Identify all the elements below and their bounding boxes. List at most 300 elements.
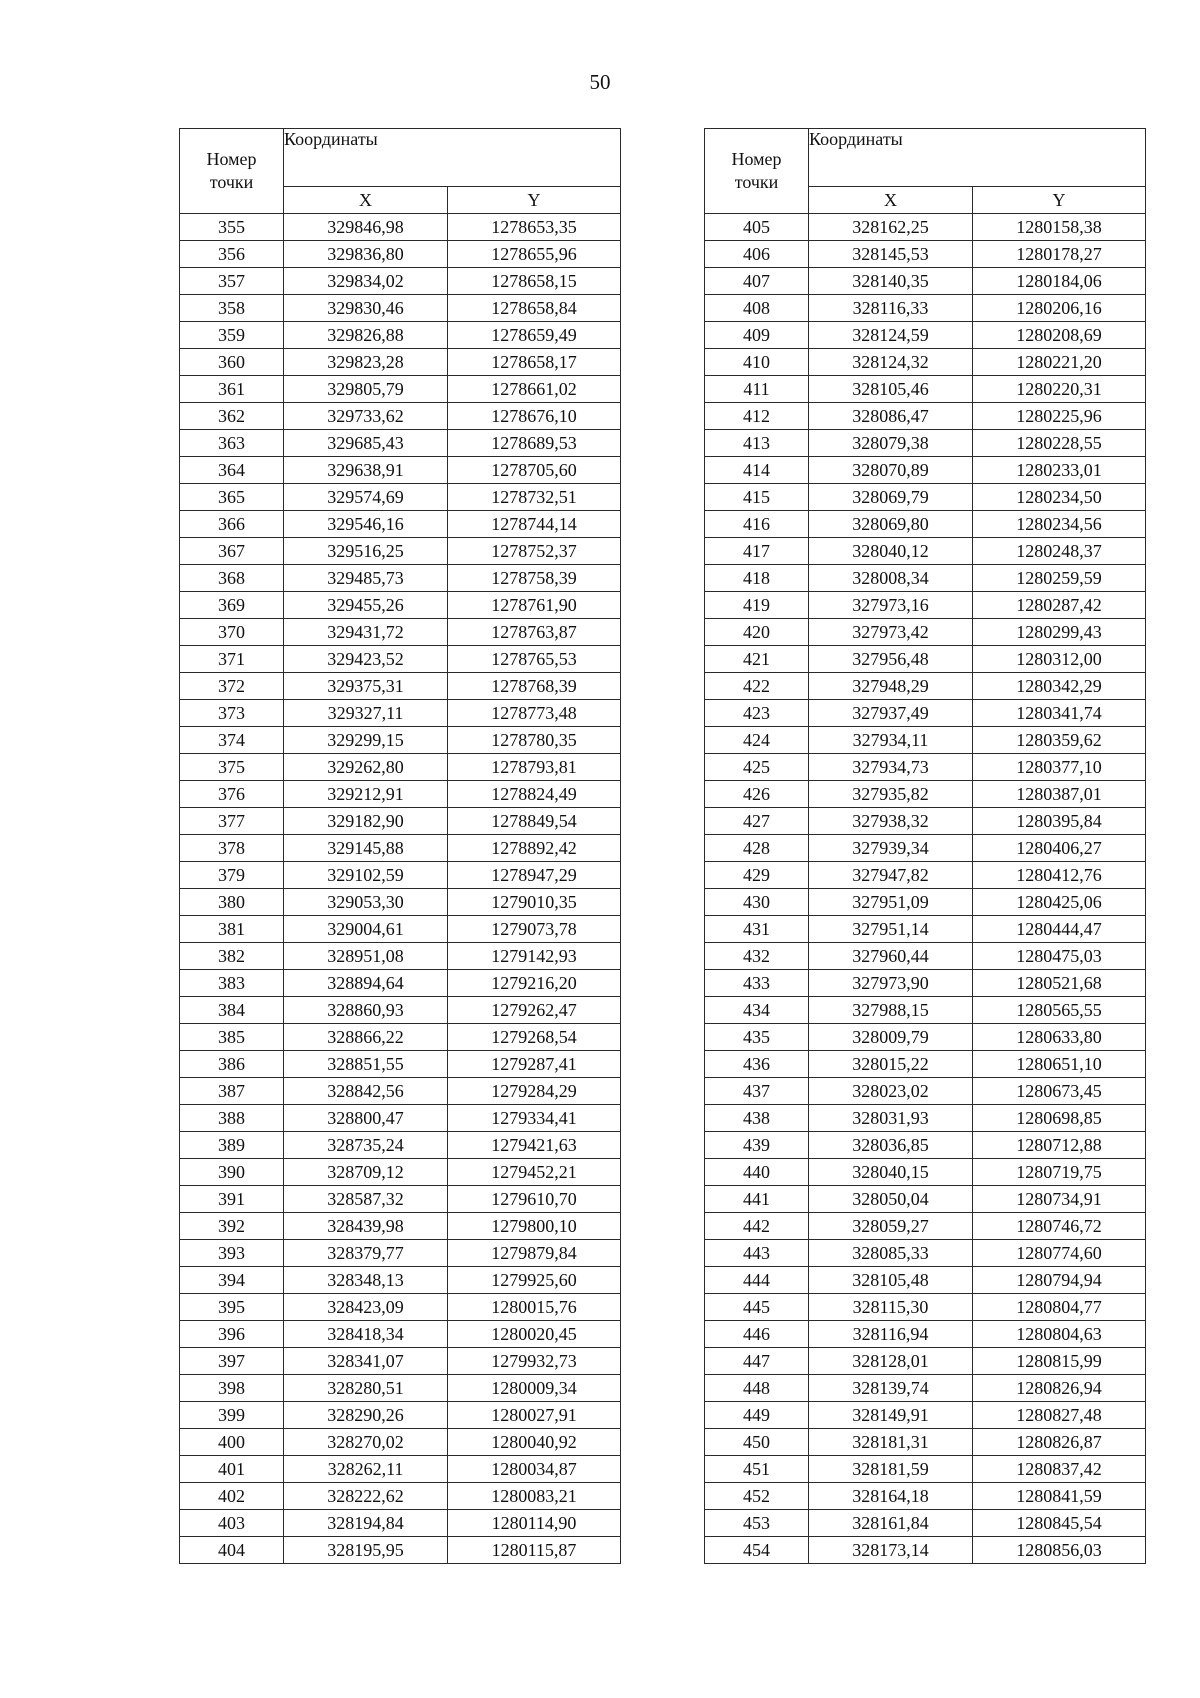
y-coordinate-cell: 1280826,94 — [973, 1375, 1146, 1402]
y-coordinate-cell: 1280856,03 — [973, 1537, 1146, 1564]
x-coordinate-cell: 329375,31 — [284, 673, 448, 700]
y-coordinate-cell: 1280804,77 — [973, 1294, 1146, 1321]
point-number-cell: 405 — [705, 214, 809, 241]
point-number-cell: 358 — [180, 295, 284, 322]
table-row — [705, 376, 1146, 403]
y-coordinate-cell: 1280377,10 — [973, 754, 1146, 781]
x-coordinate-cell: 329826,88 — [284, 322, 448, 349]
table-row — [705, 862, 1146, 889]
table-row — [180, 538, 621, 565]
y-coordinate-cell: 1278705,60 — [448, 457, 621, 484]
point-number-cell: 406 — [705, 241, 809, 268]
table-row — [180, 916, 621, 943]
table-row — [180, 646, 621, 673]
x-coordinate-cell: 328140,35 — [809, 268, 973, 295]
y-coordinate-cell: 1279010,35 — [448, 889, 621, 916]
coordinates-header: Координаты — [284, 129, 621, 187]
y-coordinate-cell: 1280259,59 — [973, 565, 1146, 592]
point-number-cell: 444 — [705, 1267, 809, 1294]
table-row — [705, 808, 1146, 835]
table-row — [180, 1402, 621, 1429]
point-number-cell: 382 — [180, 943, 284, 970]
y-coordinate-cell: 1280233,01 — [973, 457, 1146, 484]
y-coordinate-cell: 1280395,84 — [973, 808, 1146, 835]
table-row — [705, 592, 1146, 619]
table-row — [705, 1051, 1146, 1078]
table-row — [180, 1051, 621, 1078]
y-coordinate-cell: 1280746,72 — [973, 1213, 1146, 1240]
point-number-cell: 376 — [180, 781, 284, 808]
y-coordinate-cell: 1280804,63 — [973, 1321, 1146, 1348]
x-coordinate-cell: 328894,64 — [284, 970, 448, 997]
table-row — [705, 619, 1146, 646]
y-coordinate-cell: 1278849,54 — [448, 808, 621, 835]
point-number-cell: 398 — [180, 1375, 284, 1402]
x-coordinate-cell: 328124,59 — [809, 322, 973, 349]
point-number-cell: 372 — [180, 673, 284, 700]
x-coordinate-cell: 327951,09 — [809, 889, 973, 916]
table-row — [705, 1132, 1146, 1159]
table-row — [705, 727, 1146, 754]
x-coordinate-cell: 328070,89 — [809, 457, 973, 484]
x-coordinate-cell: 329485,73 — [284, 565, 448, 592]
table-row — [180, 700, 621, 727]
x-coordinate-cell: 329805,79 — [284, 376, 448, 403]
table-row — [705, 1321, 1146, 1348]
x-coordinate-cell: 329004,61 — [284, 916, 448, 943]
table-row — [705, 268, 1146, 295]
x-coordinate-cell: 328059,27 — [809, 1213, 973, 1240]
x-coordinate-cell: 329830,46 — [284, 295, 448, 322]
table-row — [180, 1024, 621, 1051]
y-coordinate-cell: 1280114,90 — [448, 1510, 621, 1537]
x-coordinate-cell: 328116,33 — [809, 295, 973, 322]
x-coordinate-cell: 327934,11 — [809, 727, 973, 754]
y-coordinate-cell: 1280034,87 — [448, 1456, 621, 1483]
y-coordinate-cell: 1279073,78 — [448, 916, 621, 943]
point-header-line2: точки — [209, 172, 254, 192]
point-number-cell: 355 — [180, 214, 284, 241]
y-coordinate-cell: 1280341,74 — [973, 700, 1146, 727]
x-coordinate-cell: 327951,14 — [809, 916, 973, 943]
y-coordinate-cell: 1280827,48 — [973, 1402, 1146, 1429]
table-row — [180, 1483, 621, 1510]
x-coordinate-cell: 328124,32 — [809, 349, 973, 376]
point-number-cell: 415 — [705, 484, 809, 511]
point-number-cell: 452 — [705, 1483, 809, 1510]
x-coordinate-cell: 329846,98 — [284, 214, 448, 241]
x-coordinate-cell: 329516,25 — [284, 538, 448, 565]
point-header-line2: точки — [734, 172, 779, 192]
point-number-cell: 416 — [705, 511, 809, 538]
y-coordinate-cell: 1280115,87 — [448, 1537, 621, 1564]
y-coordinate-cell: 1280565,55 — [973, 997, 1146, 1024]
y-coordinate-cell: 1279610,70 — [448, 1186, 621, 1213]
table-row — [705, 970, 1146, 997]
point-number-cell: 448 — [705, 1375, 809, 1402]
table-row — [180, 1186, 621, 1213]
point-number-cell: 436 — [705, 1051, 809, 1078]
table-row — [180, 484, 621, 511]
x-coordinate-cell: 328105,48 — [809, 1267, 973, 1294]
y-coordinate-cell: 1279216,20 — [448, 970, 621, 997]
point-number-cell: 426 — [705, 781, 809, 808]
point-number-cell: 402 — [180, 1483, 284, 1510]
point-number-cell: 437 — [705, 1078, 809, 1105]
table-row — [705, 1240, 1146, 1267]
point-number-cell: 381 — [180, 916, 284, 943]
point-number-header — [180, 129, 284, 214]
table-row — [705, 1294, 1146, 1321]
table-row — [180, 1159, 621, 1186]
table-row — [180, 619, 621, 646]
y-coordinate-cell: 1278732,51 — [448, 484, 621, 511]
table-row — [180, 268, 621, 295]
y-coordinate-cell: 1280794,94 — [973, 1267, 1146, 1294]
point-number-cell: 451 — [705, 1456, 809, 1483]
y-coordinate-cell: 1279142,93 — [448, 943, 621, 970]
y-column-header: Y — [973, 186, 1146, 213]
y-coordinate-cell: 1280312,00 — [973, 646, 1146, 673]
y-coordinate-cell: 1278765,53 — [448, 646, 621, 673]
table-row — [705, 646, 1146, 673]
y-coordinate-cell: 1280027,91 — [448, 1402, 621, 1429]
x-coordinate-cell: 329455,26 — [284, 592, 448, 619]
point-number-cell: 397 — [180, 1348, 284, 1375]
table-row — [180, 727, 621, 754]
y-coordinate-cell: 1278824,49 — [448, 781, 621, 808]
x-coordinate-cell: 327939,34 — [809, 835, 973, 862]
x-coordinate-cell: 328008,34 — [809, 565, 973, 592]
y-coordinate-cell: 1278793,81 — [448, 754, 621, 781]
x-coordinate-cell: 327938,32 — [809, 808, 973, 835]
x-coordinate-cell: 328036,85 — [809, 1132, 973, 1159]
point-number-cell: 401 — [180, 1456, 284, 1483]
x-coordinate-cell: 327934,73 — [809, 754, 973, 781]
x-coordinate-cell: 328195,95 — [284, 1537, 448, 1564]
table-row — [180, 943, 621, 970]
point-number-cell: 367 — [180, 538, 284, 565]
x-coordinate-cell: 329574,69 — [284, 484, 448, 511]
y-coordinate-cell: 1278658,15 — [448, 268, 621, 295]
x-coordinate-cell: 328851,55 — [284, 1051, 448, 1078]
y-coordinate-cell: 1278689,53 — [448, 430, 621, 457]
point-number-cell: 371 — [180, 646, 284, 673]
table-row — [180, 565, 621, 592]
point-number-cell: 431 — [705, 916, 809, 943]
y-coordinate-cell: 1280208,69 — [973, 322, 1146, 349]
table-row — [705, 781, 1146, 808]
table-row — [705, 538, 1146, 565]
table-body — [705, 214, 1146, 1564]
point-number-cell: 369 — [180, 592, 284, 619]
y-coordinate-cell: 1280633,80 — [973, 1024, 1146, 1051]
table-row — [180, 1078, 621, 1105]
y-coordinate-cell: 1278892,42 — [448, 835, 621, 862]
x-coordinate-cell: 329834,02 — [284, 268, 448, 295]
y-coordinate-cell: 1279268,54 — [448, 1024, 621, 1051]
point-number-cell: 378 — [180, 835, 284, 862]
point-number-cell: 454 — [705, 1537, 809, 1564]
point-number-cell: 433 — [705, 970, 809, 997]
y-coordinate-cell: 1278744,14 — [448, 511, 621, 538]
y-coordinate-cell: 1280734,91 — [973, 1186, 1146, 1213]
coordinates-table-left — [179, 128, 621, 1564]
table-row — [705, 1402, 1146, 1429]
page-number: 50 — [589, 70, 611, 94]
x-coordinate-cell: 329327,11 — [284, 700, 448, 727]
x-coordinate-cell: 329423,52 — [284, 646, 448, 673]
table-row — [180, 241, 621, 268]
x-coordinate-cell: 327956,48 — [809, 646, 973, 673]
y-coordinate-cell: 1278761,90 — [448, 592, 621, 619]
table-row — [705, 700, 1146, 727]
x-coordinate-cell: 327947,82 — [809, 862, 973, 889]
point-number-cell: 423 — [705, 700, 809, 727]
point-number-cell: 389 — [180, 1132, 284, 1159]
table-row — [180, 781, 621, 808]
y-coordinate-cell: 1278773,48 — [448, 700, 621, 727]
point-number-cell: 407 — [705, 268, 809, 295]
y-coordinate-cell: 1278655,96 — [448, 241, 621, 268]
x-coordinate-cell: 328040,15 — [809, 1159, 973, 1186]
table-row — [705, 565, 1146, 592]
point-number-cell: 366 — [180, 511, 284, 538]
y-coordinate-cell: 1279421,63 — [448, 1132, 621, 1159]
y-coordinate-cell: 1278763,87 — [448, 619, 621, 646]
point-header-line1: Номер — [206, 149, 257, 169]
table-row — [180, 835, 621, 862]
point-number-cell: 410 — [705, 349, 809, 376]
point-number-cell: 368 — [180, 565, 284, 592]
y-coordinate-cell: 1278758,39 — [448, 565, 621, 592]
table-row — [705, 1348, 1146, 1375]
table-row — [705, 1213, 1146, 1240]
y-coordinate-cell: 1280158,38 — [973, 214, 1146, 241]
x-coordinate-cell: 328145,53 — [809, 241, 973, 268]
point-number-cell: 409 — [705, 322, 809, 349]
coordinates-header: Координаты — [809, 129, 1146, 187]
table-row — [180, 862, 621, 889]
table-row — [705, 1375, 1146, 1402]
x-coordinate-cell: 328149,91 — [809, 1402, 973, 1429]
x-coordinate-cell: 328069,80 — [809, 511, 973, 538]
point-number-cell: 394 — [180, 1267, 284, 1294]
point-number-cell: 383 — [180, 970, 284, 997]
x-coordinate-cell: 328162,25 — [809, 214, 973, 241]
y-coordinate-cell: 1280083,21 — [448, 1483, 621, 1510]
x-coordinate-cell: 328105,46 — [809, 376, 973, 403]
point-number-cell: 443 — [705, 1240, 809, 1267]
x-coordinate-cell: 329431,72 — [284, 619, 448, 646]
point-number-cell: 424 — [705, 727, 809, 754]
x-coordinate-cell: 327948,29 — [809, 673, 973, 700]
x-coordinate-cell: 327973,90 — [809, 970, 973, 997]
y-coordinate-cell: 1278658,84 — [448, 295, 621, 322]
table-row — [705, 1429, 1146, 1456]
x-coordinate-cell: 328181,31 — [809, 1429, 973, 1456]
y-coordinate-cell: 1280826,87 — [973, 1429, 1146, 1456]
y-coordinate-cell: 1280521,68 — [973, 970, 1146, 997]
table-row — [705, 889, 1146, 916]
point-number-cell: 414 — [705, 457, 809, 484]
x-coordinate-cell: 328161,84 — [809, 1510, 973, 1537]
point-number-cell: 446 — [705, 1321, 809, 1348]
point-number-cell: 403 — [180, 1510, 284, 1537]
y-coordinate-cell: 1279879,84 — [448, 1240, 621, 1267]
x-coordinate-cell: 328842,56 — [284, 1078, 448, 1105]
x-coordinate-cell: 328050,04 — [809, 1186, 973, 1213]
x-coordinate-cell: 329823,28 — [284, 349, 448, 376]
table-row — [705, 214, 1146, 241]
y-coordinate-cell: 1280040,92 — [448, 1429, 621, 1456]
x-coordinate-cell: 329638,91 — [284, 457, 448, 484]
y-coordinate-cell: 1278661,02 — [448, 376, 621, 403]
x-coordinate-cell: 329299,15 — [284, 727, 448, 754]
x-coordinate-cell: 328164,18 — [809, 1483, 973, 1510]
x-coordinate-cell: 328379,77 — [284, 1240, 448, 1267]
point-number-cell: 438 — [705, 1105, 809, 1132]
y-coordinate-cell: 1278658,17 — [448, 349, 621, 376]
point-number-cell: 390 — [180, 1159, 284, 1186]
x-coordinate-cell: 328085,33 — [809, 1240, 973, 1267]
x-coordinate-cell: 328735,24 — [284, 1132, 448, 1159]
table-row — [180, 1294, 621, 1321]
table-row — [180, 1429, 621, 1456]
y-coordinate-cell: 1280206,16 — [973, 295, 1146, 322]
x-coordinate-cell: 329546,16 — [284, 511, 448, 538]
y-coordinate-cell: 1280425,06 — [973, 889, 1146, 916]
table-row — [180, 1348, 621, 1375]
y-coordinate-cell: 1278780,35 — [448, 727, 621, 754]
table-row — [705, 997, 1146, 1024]
y-coordinate-cell: 1280184,06 — [973, 268, 1146, 295]
x-coordinate-cell: 327988,15 — [809, 997, 973, 1024]
table-row — [705, 916, 1146, 943]
point-number-cell: 385 — [180, 1024, 284, 1051]
point-number-cell: 419 — [705, 592, 809, 619]
y-coordinate-cell: 1280225,96 — [973, 403, 1146, 430]
table-row — [705, 835, 1146, 862]
y-coordinate-cell: 1280651,10 — [973, 1051, 1146, 1078]
x-coordinate-cell: 328009,79 — [809, 1024, 973, 1051]
table-row — [180, 511, 621, 538]
point-number-cell: 449 — [705, 1402, 809, 1429]
x-coordinate-cell: 328181,59 — [809, 1456, 973, 1483]
x-coordinate-cell: 327937,49 — [809, 700, 973, 727]
y-coordinate-cell: 1280673,45 — [973, 1078, 1146, 1105]
point-number-header — [705, 129, 809, 214]
point-number-cell: 434 — [705, 997, 809, 1024]
y-coordinate-cell: 1279262,47 — [448, 997, 621, 1024]
x-coordinate-cell: 328115,30 — [809, 1294, 973, 1321]
y-coordinate-cell: 1278947,29 — [448, 862, 621, 889]
table-row — [705, 754, 1146, 781]
y-coordinate-cell: 1280845,54 — [973, 1510, 1146, 1537]
x-coordinate-cell: 328270,02 — [284, 1429, 448, 1456]
table-row — [180, 214, 621, 241]
table-row — [180, 403, 621, 430]
point-header-line1: Номер — [731, 149, 782, 169]
point-number-cell: 418 — [705, 565, 809, 592]
point-number-cell: 365 — [180, 484, 284, 511]
x-coordinate-cell: 327935,82 — [809, 781, 973, 808]
point-number-cell: 400 — [180, 1429, 284, 1456]
x-coordinate-cell: 329733,62 — [284, 403, 448, 430]
table-row — [180, 1321, 621, 1348]
y-coordinate-cell: 1280299,43 — [973, 619, 1146, 646]
y-coordinate-cell: 1280009,34 — [448, 1375, 621, 1402]
point-number-cell: 427 — [705, 808, 809, 835]
point-number-cell: 404 — [180, 1537, 284, 1564]
table-row — [705, 511, 1146, 538]
table-row — [705, 1186, 1146, 1213]
point-number-cell: 374 — [180, 727, 284, 754]
table-row — [705, 1456, 1146, 1483]
table-row — [180, 376, 621, 403]
y-coordinate-cell: 1280712,88 — [973, 1132, 1146, 1159]
point-number-cell: 373 — [180, 700, 284, 727]
table-row — [180, 1456, 621, 1483]
x-coordinate-cell: 329053,30 — [284, 889, 448, 916]
point-number-cell: 412 — [705, 403, 809, 430]
x-coordinate-cell: 327960,44 — [809, 943, 973, 970]
y-coordinate-cell: 1279800,10 — [448, 1213, 621, 1240]
y-coordinate-cell: 1280698,85 — [973, 1105, 1146, 1132]
point-number-cell: 393 — [180, 1240, 284, 1267]
point-number-cell: 435 — [705, 1024, 809, 1051]
x-coordinate-cell: 328280,51 — [284, 1375, 448, 1402]
point-number-cell: 396 — [180, 1321, 284, 1348]
point-number-cell: 375 — [180, 754, 284, 781]
table-row — [705, 1537, 1146, 1564]
y-coordinate-cell: 1280221,20 — [973, 349, 1146, 376]
table-row — [180, 295, 621, 322]
table-row — [180, 808, 621, 835]
point-number-cell: 357 — [180, 268, 284, 295]
y-coordinate-cell: 1280220,31 — [973, 376, 1146, 403]
table-row — [705, 403, 1146, 430]
point-number-cell: 391 — [180, 1186, 284, 1213]
x-coordinate-cell: 328290,26 — [284, 1402, 448, 1429]
y-coordinate-cell: 1280837,42 — [973, 1456, 1146, 1483]
x-coordinate-cell: 329182,90 — [284, 808, 448, 835]
x-coordinate-cell: 328015,22 — [809, 1051, 973, 1078]
point-number-cell: 453 — [705, 1510, 809, 1537]
table-row — [180, 457, 621, 484]
y-coordinate-cell: 1279932,73 — [448, 1348, 621, 1375]
y-coordinate-cell: 1279334,41 — [448, 1105, 621, 1132]
y-coordinate-cell: 1279287,41 — [448, 1051, 621, 1078]
point-number-cell: 387 — [180, 1078, 284, 1105]
x-coordinate-cell: 329145,88 — [284, 835, 448, 862]
y-coordinate-cell: 1280412,76 — [973, 862, 1146, 889]
point-number-cell: 408 — [705, 295, 809, 322]
x-coordinate-cell: 328341,07 — [284, 1348, 448, 1375]
x-coordinate-cell: 329685,43 — [284, 430, 448, 457]
y-coordinate-cell: 1279284,29 — [448, 1078, 621, 1105]
point-number-cell: 361 — [180, 376, 284, 403]
y-coordinate-cell: 1278659,49 — [448, 322, 621, 349]
x-coordinate-cell: 328800,47 — [284, 1105, 448, 1132]
table-row — [705, 1024, 1146, 1051]
x-coordinate-cell: 328866,22 — [284, 1024, 448, 1051]
x-coordinate-cell: 328128,01 — [809, 1348, 973, 1375]
y-coordinate-cell: 1280234,50 — [973, 484, 1146, 511]
x-coordinate-cell: 328139,74 — [809, 1375, 973, 1402]
x-coordinate-cell: 328173,14 — [809, 1537, 973, 1564]
x-coordinate-cell: 328079,38 — [809, 430, 973, 457]
